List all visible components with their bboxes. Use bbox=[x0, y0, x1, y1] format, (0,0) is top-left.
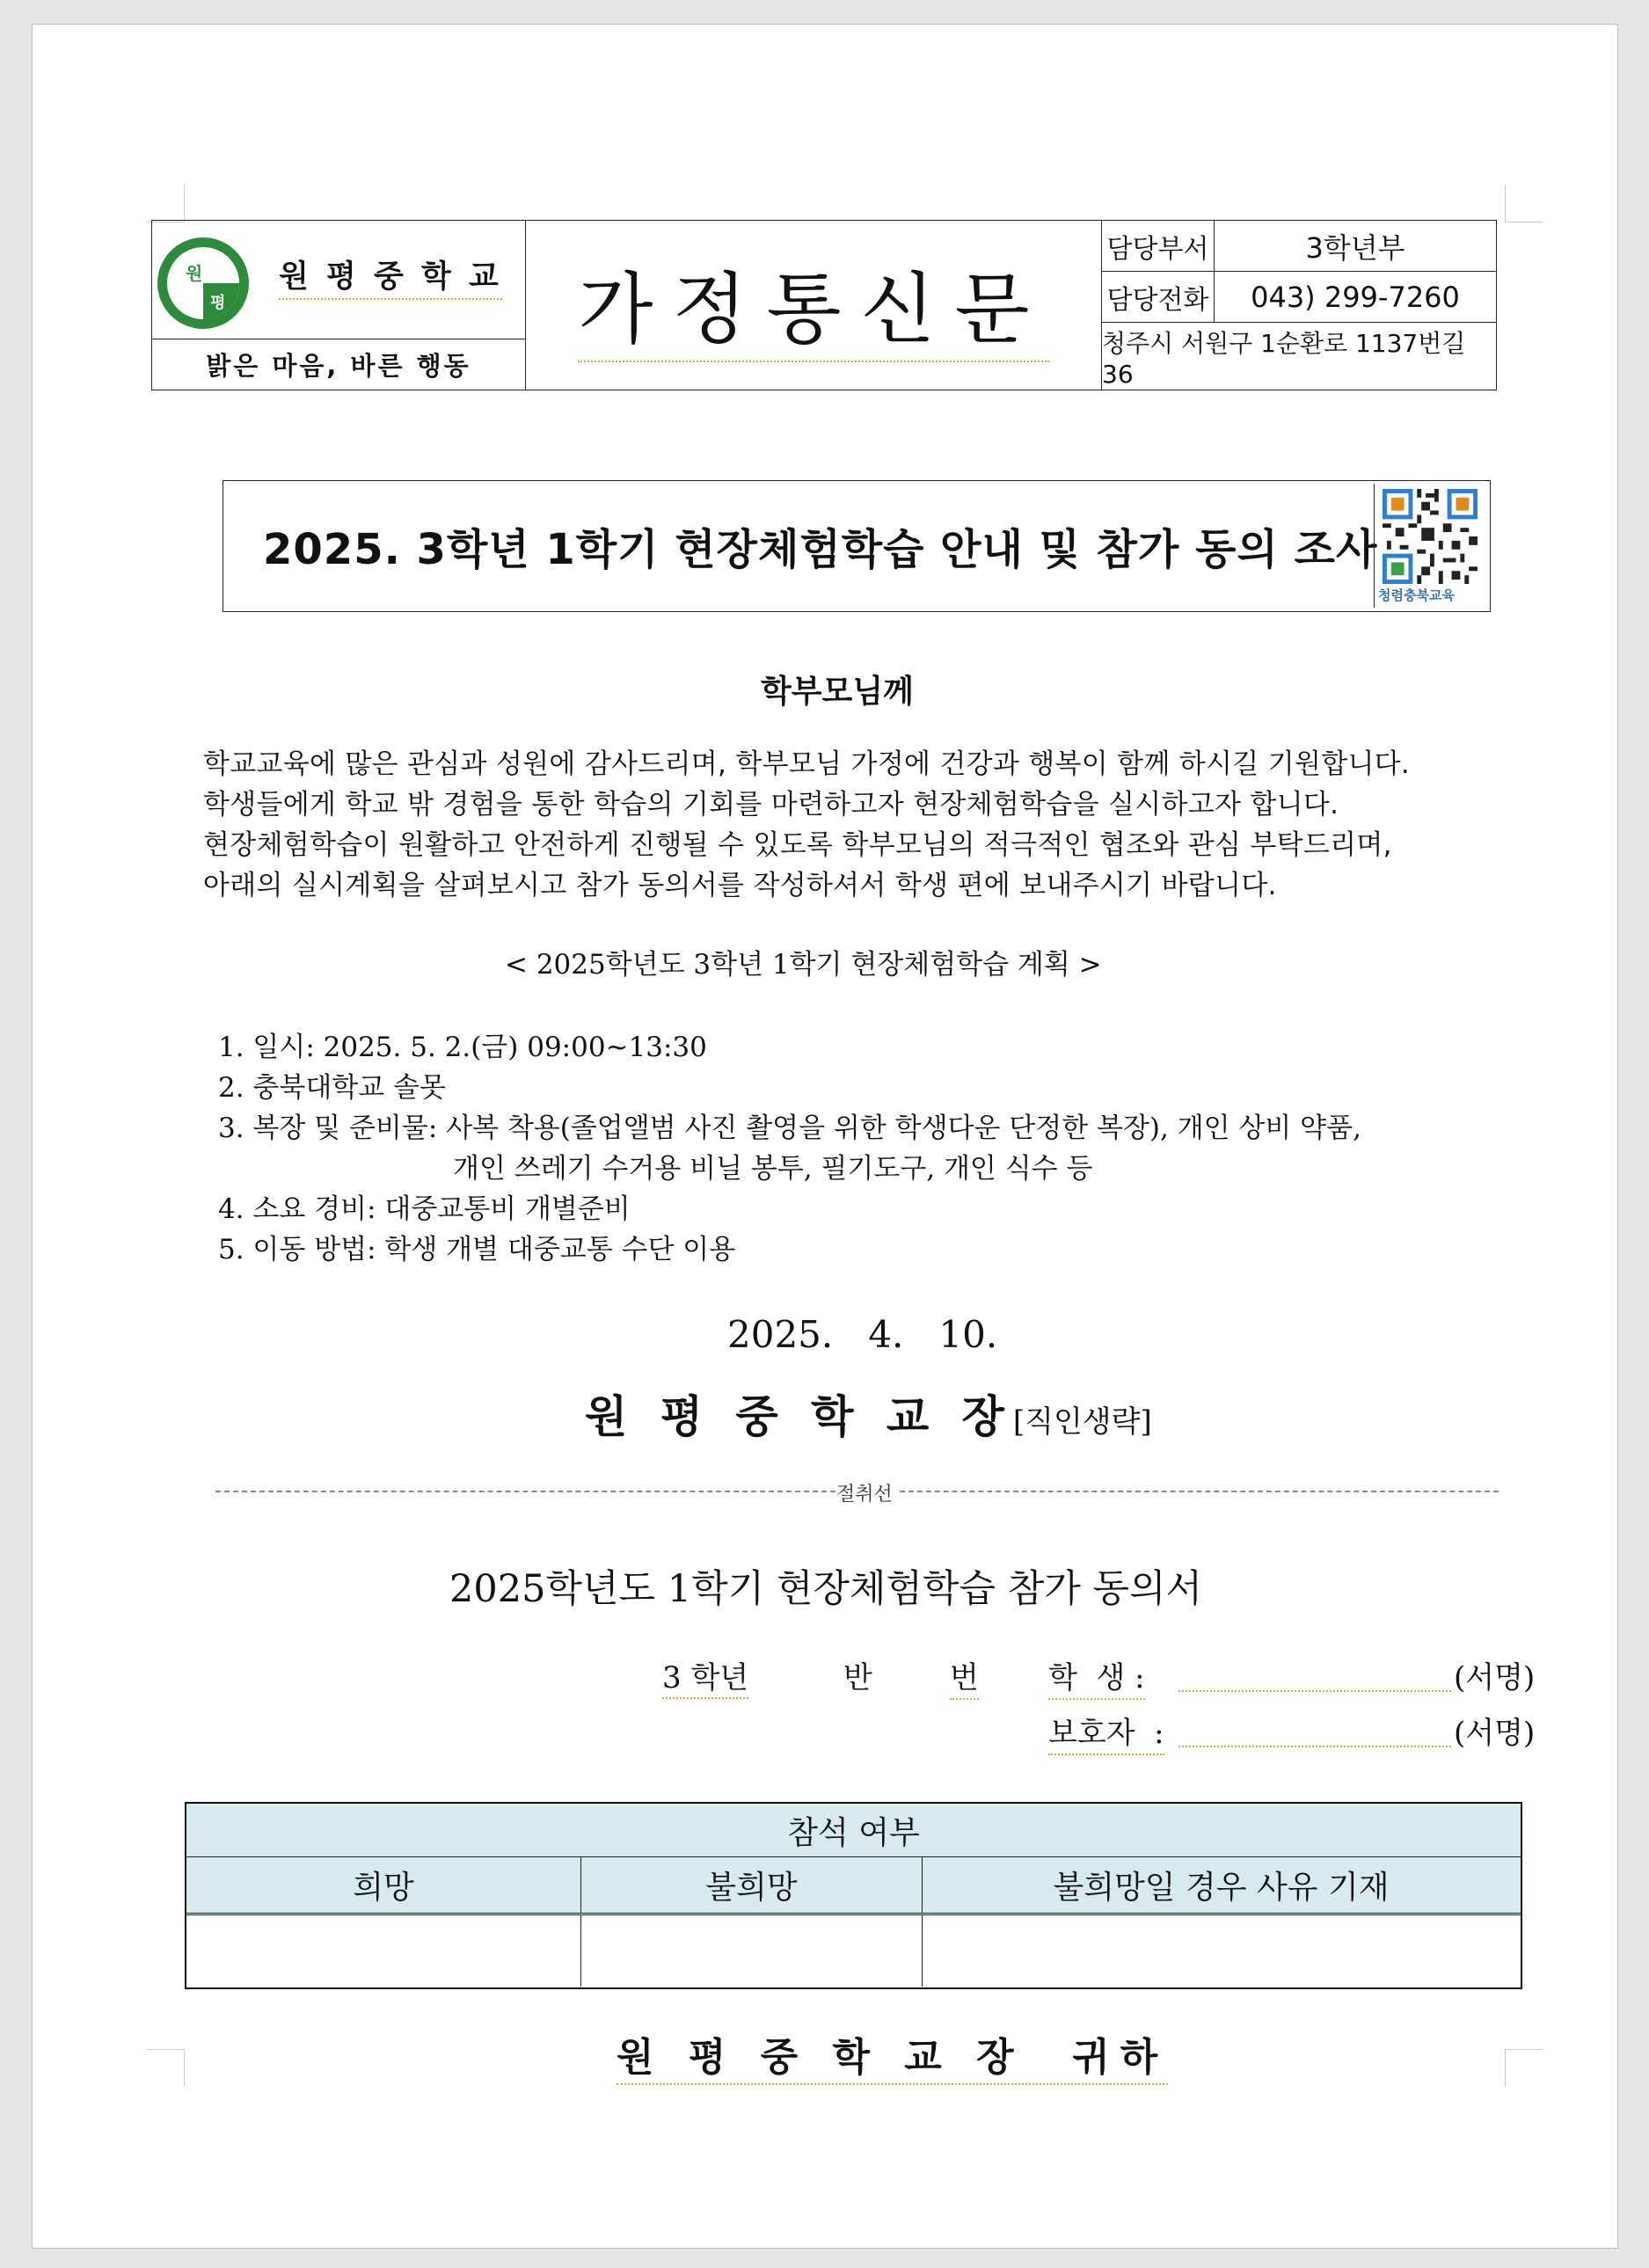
column-header-hope: 희망 bbox=[186, 1857, 581, 1913]
phone-value: 043) 299-7260 bbox=[1215, 272, 1496, 323]
plan-item: 3. 복장 및 준비물: 사복 착용(졸업앨범 사진 촬영을 위한 학생다운 단정한 복장), 개인 상비 약품, bbox=[218, 1112, 1361, 1144]
plan-item: 4. 소요 경비: 대중교통비 개별준비 bbox=[218, 1193, 631, 1225]
attendance-caption: 참석 여부 bbox=[186, 1804, 1521, 1857]
crop-mark-bottom-left bbox=[147, 2049, 185, 2087]
plan-item: 1. 일시: 2025. 5. 2.(금) 09:00~13:30 bbox=[218, 1032, 707, 1063]
seal-note: [직인생략] bbox=[1012, 1404, 1152, 1440]
attendance-header-row bbox=[186, 1857, 1521, 1915]
crop-mark-bottom-right bbox=[1505, 2049, 1543, 2087]
student-signature-field[interactable] bbox=[1178, 1690, 1451, 1692]
consent-student-line bbox=[662, 1653, 748, 1696]
student-sign-label: (서명) bbox=[1454, 1660, 1536, 1696]
crop-mark-top-left bbox=[147, 185, 185, 222]
attendance-input-row bbox=[186, 1915, 1521, 1987]
dept-label: 담당부서 bbox=[1102, 221, 1215, 272]
addressee: 원 평 중 학 교 장 귀하 bbox=[617, 2025, 1168, 2085]
no-hope-cell[interactable] bbox=[581, 1915, 923, 1987]
parent-signature-field[interactable] bbox=[1178, 1746, 1451, 1747]
plan-item: 5. 이동 방법: 학생 개별 대중교통 수단 이용 bbox=[218, 1234, 736, 1265]
cutline-right bbox=[900, 1491, 1499, 1492]
doc-title-cell bbox=[526, 221, 1102, 390]
doc-title: 가정통신문 bbox=[578, 248, 1048, 362]
column-header-no-hope: 불희망 bbox=[581, 1857, 923, 1913]
school-address: 청주시 서원구 1순환로 1137번길 36 bbox=[1102, 328, 1466, 389]
principal-signoff bbox=[585, 1382, 1152, 1445]
issue-date: 2025. 4. 10. bbox=[727, 1313, 998, 1356]
hope-cell[interactable] bbox=[186, 1915, 581, 1987]
qr-code-icon bbox=[1382, 489, 1478, 584]
reason-cell[interactable] bbox=[923, 1915, 1520, 1987]
school-logo-cell bbox=[152, 221, 526, 339]
body-paragraph: 학생들에게 학교 밖 경험을 통한 학습의 기회를 마련하고자 현장체험학습을 실시하고자 합니다. bbox=[203, 789, 1339, 820]
dept-value: 3학년부 bbox=[1215, 221, 1496, 272]
qr-code-cell bbox=[1374, 484, 1487, 608]
column-header-reason: 불희망일 경우 사유 기재 bbox=[1053, 1870, 1390, 1906]
document-page bbox=[32, 24, 1618, 2249]
body-paragraph: 학교교육에 많은 관심과 성원에 감사드리며, 학부모님 가정에 건강과 행복이 함께 하시길 기원합니다. bbox=[203, 748, 1411, 780]
body-paragraph: 아래의 실시계획을 살펴보시고 참가 동의서를 작성하셔서 학생 편에 보내주시기 바랍니다. bbox=[203, 870, 1277, 901]
qr-caption: 청렴충북교육 bbox=[1378, 587, 1455, 603]
consent-title: 2025학년도 1학기 현장체험학습 참가 동의서 bbox=[449, 1567, 1203, 1611]
body-paragraph: 현장체험학습이 원활하고 안전하게 진행될 수 있도록 학부모님의 적극적인 협조와 관심 부탁드리며, bbox=[203, 829, 1392, 861]
plan-heading: < 2025학년도 3학년 1학기 현장체험학습 계획 > bbox=[505, 949, 1102, 981]
subject-title: 2025. 3학년 1학기 현장체험학습 안내 및 참가 동의 조사 bbox=[263, 525, 1378, 574]
student-label: 학 생 : bbox=[1048, 1653, 1145, 1700]
phone-label: 담당전화 bbox=[1102, 272, 1215, 323]
subject-box bbox=[223, 480, 1491, 612]
class-label: 반 bbox=[843, 1660, 872, 1696]
attendance-table bbox=[185, 1802, 1522, 1989]
number-label: 번 bbox=[950, 1653, 979, 1700]
salutation: 학부모님께 bbox=[761, 674, 914, 710]
svg-text:평: 평 bbox=[210, 294, 226, 312]
parent-sign-label: (서명) bbox=[1454, 1716, 1536, 1751]
cutline-left bbox=[215, 1491, 835, 1492]
crop-mark-top-right bbox=[1505, 185, 1543, 222]
school-motto: 밝은 마음, 바른 행동 bbox=[152, 339, 526, 390]
plan-item: 개인 쓰레기 수거용 비닐 봉투, 필기도구, 개인 식수 등 bbox=[453, 1153, 1093, 1185]
cutline-label: 절취선 bbox=[836, 1484, 893, 1506]
school-name: 원 평 중 학 교 bbox=[279, 252, 502, 300]
grade-label: 3 학년 bbox=[662, 1660, 748, 1699]
school-emblem-icon bbox=[156, 236, 251, 331]
header-table bbox=[151, 220, 1497, 390]
parent-label: 보호자 : bbox=[1048, 1709, 1164, 1755]
plan-item: 2. 충북대학교 솔못 bbox=[218, 1072, 446, 1104]
svg-text:원: 원 bbox=[186, 263, 203, 284]
principal-name: 원 평 중 학 교 장 bbox=[585, 1390, 1013, 1442]
